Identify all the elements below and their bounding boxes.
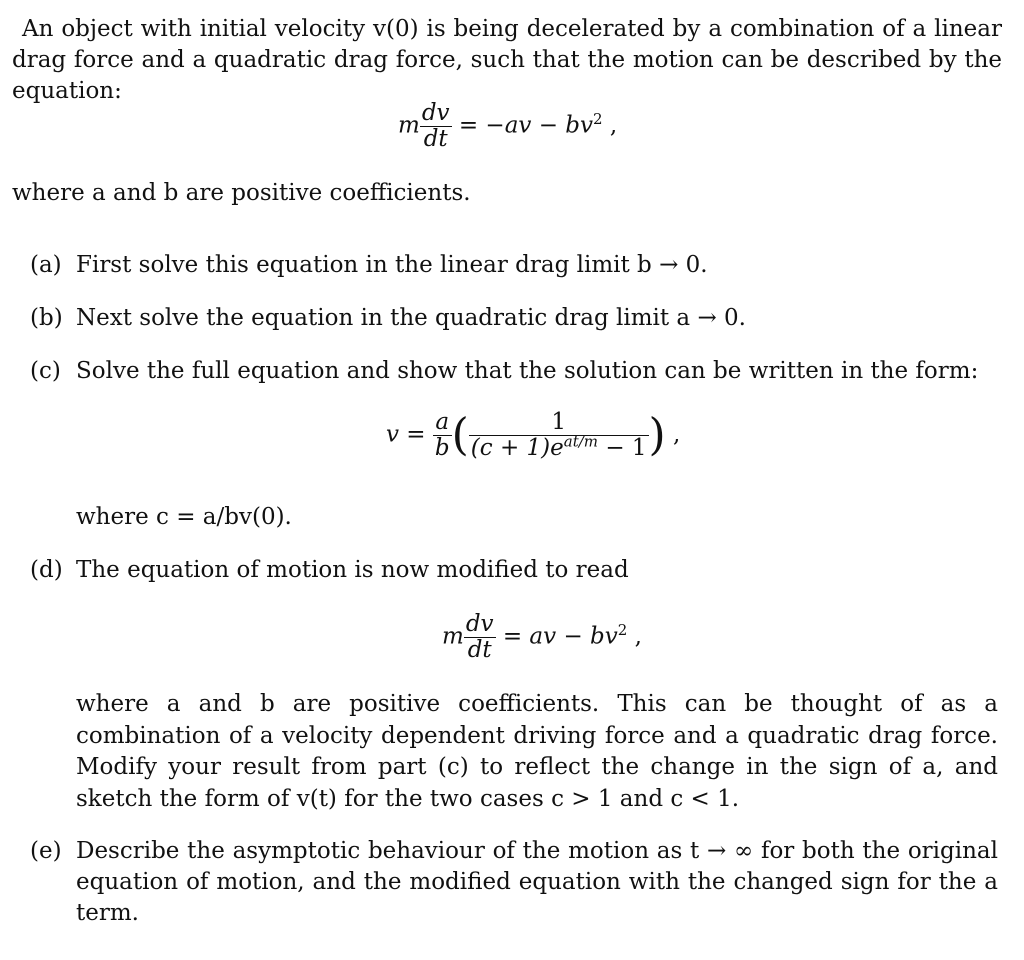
- eq3-tail: ,: [627, 623, 642, 650]
- eq2-tail: ,: [665, 421, 681, 448]
- c-definition: where c = a/bv(0).: [76, 504, 292, 530]
- eq1-power: 2: [593, 109, 603, 128]
- part-b-label: (b): [30, 305, 63, 331]
- eq3-numerator: dv: [465, 611, 494, 637]
- eq1-denominator: dt: [423, 126, 448, 152]
- coefficients-note: where a and b are positive coefficients.: [12, 180, 471, 206]
- eq2-den-exp: at/m: [563, 432, 599, 451]
- eq2-lhs: v =: [386, 421, 426, 448]
- eq2-a-over-b: [433, 410, 452, 461]
- eq1-tail: ,: [602, 112, 618, 139]
- part-e-text: Describe the asymptotic behaviour of the motion as t → ∞ for both the original equation of motion, and the modified equation with the changed sign for the a term.: [76, 838, 998, 926]
- part-d-label: (d): [30, 557, 63, 583]
- eq3-denominator: dt: [467, 637, 492, 663]
- eq1-numerator: dv: [421, 100, 450, 126]
- part-c: [30, 356, 998, 387]
- part-b-text: Next solve the equation in the quadratic drag limit a → 0.: [76, 305, 746, 331]
- eq2-a: a: [433, 410, 452, 436]
- intro-line-2: force and a quadratic drag force, such that the motion can be described by the equation:: [12, 47, 1003, 104]
- equation-of-motion: [398, 101, 617, 152]
- eq3-mass: m: [442, 623, 464, 650]
- eq2-fraction: [469, 410, 649, 461]
- eq2-den-tail: − 1: [598, 435, 647, 461]
- part-d-text: The equation of motion is now modified to read: [76, 557, 629, 583]
- part-c-text: Solve the full equation and show that the solution can be written in the form:: [76, 358, 979, 384]
- eq2-den-base: (c + 1)e: [470, 435, 564, 461]
- part-a-text: First solve this equation in the linear drag limit b → 0.: [76, 252, 708, 278]
- eq2-b: b: [434, 435, 450, 461]
- eq2-denominator: [469, 432, 649, 461]
- part-d-body: where a and b are positive coefficients. This can be thought of as a combination of a velocity dependent driving force and a quadratic drag force. Modify your result from part (c) to reflect the change in the sign of a, and sketch the form of v(t) for the two cases c > 1 and c < 1.: [76, 691, 998, 812]
- part-e: [30, 836, 998, 960]
- eq1-mass: m: [398, 112, 420, 139]
- part-d: [30, 555, 998, 586]
- left-paren: (: [451, 409, 469, 461]
- part-b: [30, 303, 998, 334]
- part-a: [30, 250, 998, 281]
- eq1-fraction: [420, 101, 452, 152]
- eq3-rhs: = av − bv: [502, 623, 618, 650]
- right-paren: ): [648, 409, 666, 461]
- modified-equation: [442, 612, 642, 663]
- part-e-label: (e): [30, 838, 62, 864]
- part-a-label: (a): [30, 252, 62, 278]
- part-c-label: (c): [30, 358, 61, 384]
- eq3-fraction: [464, 612, 496, 663]
- intro-line-1: An object with initial velocity v(0) is being decelerated by a combination of a linear drag: [12, 16, 1002, 73]
- solution-equation: [386, 410, 680, 461]
- eq2-numerator: 1: [469, 410, 649, 436]
- eq1-rhs: = −av − bv: [458, 112, 594, 139]
- eq3-power: 2: [617, 620, 628, 639]
